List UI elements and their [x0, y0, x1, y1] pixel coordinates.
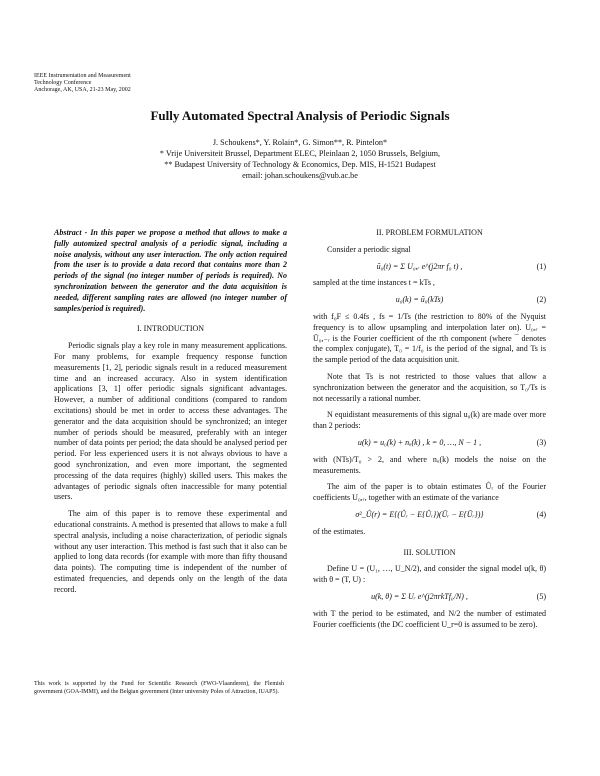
abstract: Abstract - In this paper we propose a method that allows to make a fully automized spectral analysis of a periodic signal, including a noise analysis, without any user interaction. The only action required from the user is to provide a data record that contains more than 2 periods of the signal (no integer number of periods is required). No synchronization between the generator and the data acquisition is needed, different sampling rates are allowed (no integer number of samples/period is required).: [54, 228, 287, 313]
paragraph: sampled at the time instances t = kTs ,: [313, 278, 435, 288]
conference-info: [34, 73, 131, 94]
equation-number: (3): [536, 437, 546, 447]
equation-1: [313, 262, 546, 273]
paragraph: Periodic signals play a key role in many measurement applications. For many problems, for example frequency response function measurements [1, 2], periodic signals result in a reduced measurement time and an increased accuracy. Also in system identification applications [3, 1] offer periodic signals significant advantages. However, a number of additional conditions (compared to random excitations) should be met in order to access these advantages. The generator and the data acquisition should be synchronized; an integer number of periods should be measured, preferably with an integer number of data points per period; the data should be analysed period per period. For less experienced users it is not always obvious to have a good synchronization, and even more important, the segmented processing of the data requires (highly) skilled users. This makes the advantages of periodic signals often inaccessible for many potential users.: [54, 341, 287, 502]
paragraph: Define U = (U₁, …, U_N/2), and consider the signal model u(k, θ) with θ = (T, U) :: [313, 564, 546, 585]
conference-line: Anchorage, AK, USA, 21-23 May, 2002: [34, 87, 131, 93]
equation-number: (2): [536, 295, 546, 305]
section-heading: I. INTRODUCTION: [136, 324, 205, 334]
equation-5: [313, 592, 546, 603]
equation-2: [313, 295, 546, 306]
author-block: [0, 137, 600, 181]
paragraph: N equidistant measurements of this signal u₀(k) are made over more than 2 periods:: [313, 410, 546, 431]
section-heading: III. SOLUTION: [403, 547, 456, 557]
right-column: [313, 228, 546, 630]
author-email: email: johan.schoukens@vub.ac.be: [242, 171, 358, 180]
paragraph: Consider a periodic signal: [327, 244, 411, 254]
paragraph: The aim of this paper is to remove these experimental and educational constraints. A method is presented that allows to make a full spectral analysis, including a noise characterization, of periodic signals without any user interaction. This method is fast such that it also can be applied to long data records (for example with more than fifty thousand data points). The computing time is independent of the number of estimated frequencies, and depends only on the length of the data record.: [54, 509, 287, 594]
affiliation-1: * Vrije Universiteit Brussel, Department ELEC, Pleinlaan 2, 1050 Brussels, Belgium,: [159, 149, 441, 158]
affiliation-2: ** Budapest University of Technology & Economics, Dep. MIS, H-1521 Budapest: [164, 160, 436, 169]
paragraph: The aim of the paper is to obtain estimates Ûᵣ of the Fourier coefficients U₀,ᵣ, together with an estimate of the variance: [313, 482, 546, 503]
paragraph: with (NTs)/T₀ > 2, and where nᵤ(k) models the noise on the measurements.: [313, 454, 546, 475]
paragraph: with f₀F ≤ 0.4fs , fs = 1/Ts (the restriction to 80% of the Nyquist frequency is to allow upsampling and interpolation later on). U₀,ᵣ = Ū₀,₋ᵣ is the Fourier coefficient of the rth component (where ¯ denotes the complex conjugate), T₀ = 1/f₀ is the period of the signal, and Ts is the sample period of the data acquisition unit.: [313, 311, 546, 365]
equation-number: (1): [536, 261, 546, 271]
footnote: This work is supported by the Fund for Scientific Research (FWO-Vlaanderen), the Flemish government (GOA-IMMI), and the Belgian government (Inter university Poles of Attraction, IUAP5).: [34, 681, 284, 695]
equation-body: u(k) = u₀(k) + nᵤ(k) , k = 0, …, N − 1 ,: [357, 437, 482, 447]
equation-body: σ²_Û(r) = E{(Ûᵣ − E{Ûᵣ})(Ūᵣ − E{Ūᵣ})}: [355, 509, 484, 519]
equation-3: [313, 438, 546, 449]
equation-number: (5): [536, 591, 546, 601]
paragraph: Note that Ts is not restricted to those values that allow a synchronization between the generator and the acquisition, so T₀/Ts is not necessarily a rational number.: [313, 371, 546, 403]
conference-line: IEEE Instrumentation and Measurement: [34, 73, 131, 79]
equation-body: ũ₀(t) = Σ U₀,ᵣ e^(j2πr f₀ t) ,: [376, 261, 463, 271]
equation-body: u₀(k) = ũ₀(kTs): [395, 295, 444, 305]
paragraph: with T the period to be estimated, and N/2 the number of estimated Fourier coefficients (the DC coefficient U_r=0 is assumed to be zero).: [313, 608, 546, 629]
conference-line: Technology Conference: [34, 80, 92, 86]
paragraph: of the estimates.: [313, 526, 366, 536]
equation-number: (4): [536, 509, 546, 519]
left-column: [54, 228, 287, 596]
equation-4: [313, 510, 546, 521]
equation-body: u(k, θ) = Σ Uᵣ e^(j2πrkTf₀/N) ,: [371, 591, 468, 601]
paper-title: Fully Automated Spectral Analysis of Periodic Signals: [150, 108, 450, 123]
section-heading: II. PROBLEM FORMULATION: [376, 228, 483, 237]
author-names: J. Schoukens*, Y. Rolain*, G. Simon**, R. Pintelon*: [212, 138, 388, 147]
